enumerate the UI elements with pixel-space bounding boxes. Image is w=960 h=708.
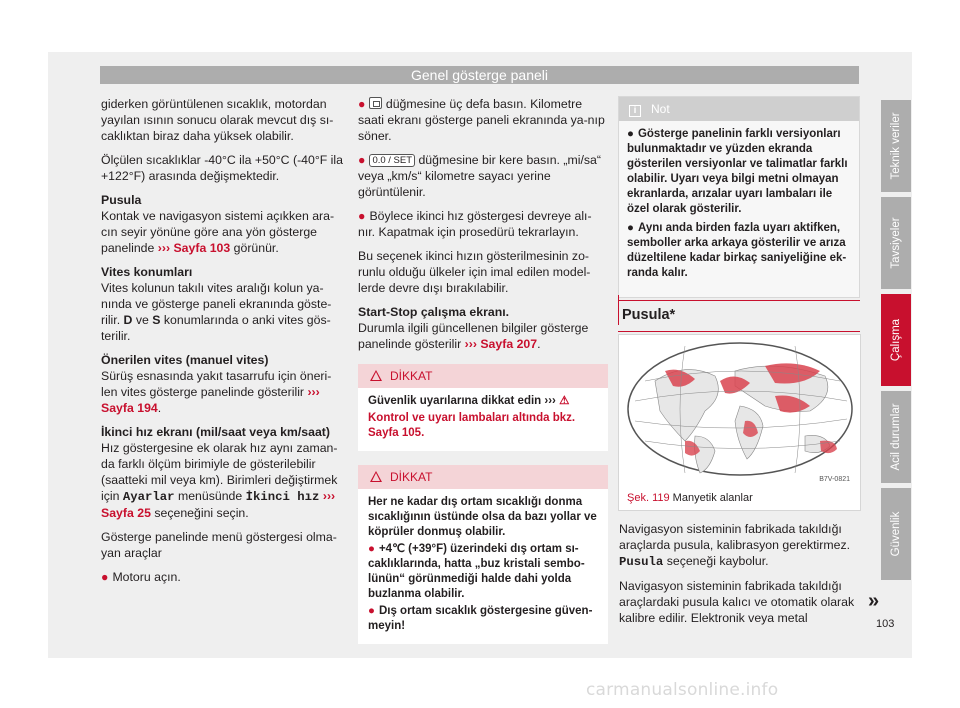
tab-guvenlik[interactable]: Güvenlik [881, 488, 911, 580]
paragraph: Bu seçenek ikinci hızın gösterilmesinin zo-runlu olduğu ülkeler için imal edilen model-lerde devre dışı bırakılabilir. [358, 249, 591, 295]
page-number: 103 [876, 618, 895, 630]
paragraph: Kontak ve navigasyon sistemi açıkken ara-cın seyir yönüne göre ana yön gösterge panelinde ››› Sayfa 103 görünür. [101, 209, 335, 255]
tab-tavsiyeler[interactable]: Tavsiyeler [881, 197, 911, 289]
paragraph: Gösterge panelinde menü göstergesi olma-yan araçlar [101, 530, 337, 560]
page-link[interactable]: ››› Sayfa 194 [101, 385, 320, 415]
tab-teknik-veriler[interactable]: Teknik veriler [881, 100, 911, 192]
list-item: ● Motoru açın. [101, 570, 181, 584]
watermark: carmanualsonline.info [586, 680, 779, 700]
column-3 [618, 96, 860, 298]
tab-acil-durumlar[interactable]: Acil durumlar [881, 391, 911, 483]
warning-triangle-icon [370, 471, 382, 482]
page-link[interactable]: ››› Sayfa 207 [464, 337, 538, 351]
subheading-vites: Vites konumları [101, 265, 193, 279]
paragraph: Vites kolunun takılı vites aralığı kolun ya-nında ve gösterge paneli ekranında göste-rilir. D ve S konumlarında o anki vites gös-terilir. [101, 281, 332, 343]
paragraph: Navigasyon sisteminin fabrikada takıldığı araçlardaki pusula kalıcı ve otomatik olarak kalibre edilir. Elektronik veya metal [619, 579, 855, 625]
column-2 [358, 96, 608, 654]
page-header: Genel gösterge paneli [100, 66, 859, 84]
column-1 [101, 96, 346, 593]
paragraph: Durumla ilgili güncellenen bilgiler gösterge panelinde gösterilir ››› Sayfa 207. [358, 321, 589, 351]
continue-mark: » [868, 590, 880, 612]
note-header: i Not [619, 97, 859, 121]
list-item: ● düğmesine üç defa basın. Kilometre saati ekranı gösterge paneli ekranında ya-nıp söner. [358, 97, 605, 143]
tab-calisma[interactable]: Çalışma [881, 294, 911, 386]
column-3-text [619, 521, 861, 634]
warning-box: DİKKAT Güvenlik uyarılarına dikkat edin ››› ⚠ Kontrol ve uyarı lambaları altında bkz. Sayfa 105. [358, 364, 608, 451]
subheading-startstop: Start-Stop çalışma ekranı. [358, 305, 510, 319]
paragraph: Navigasyon sisteminin fabrikada takıldığı araçlarda pusula, kalibrasyon gerektirmez. Pusula seçeneği kaybolur. [619, 522, 851, 569]
warning-header: DİKKAT [358, 465, 608, 489]
figure-code: B7V-0821 [819, 476, 850, 483]
figure-caption: Şek. 119 Manyetik alanlar [627, 492, 753, 504]
page-link[interactable]: Kontrol ve uyarı lambaları altında bkz. Sayfa 105. [368, 412, 576, 439]
list-item: ● Böylece ikinci hız göstergesi devreye alı-nır. Kapatmak için prosedürü tekrarlayın. [358, 209, 592, 239]
menu-button-icon [369, 97, 382, 109]
figure-magnetic-fields [618, 334, 861, 511]
note-box: i Not ● Gösterge panelinin farklı versiyonları bulunmaktadır ve yüzden ekranda gösterilen versiyonlar ve talimatlar farklı olabilir. Uyarı veya bilgi metni olmayan ekranlarda, arızalar uyarı lambaları ile özel olarak gösterilir. ● Aynı anda birden fazla uyarı aktifken, semboller arka arkaya gösterilir ve arıza düzeltilene kadar birkaç saniyeliğine ek-randa kalır. [618, 96, 860, 298]
page-link[interactable]: ››› Sayfa 103 [157, 241, 231, 255]
warning-box: DİKKAT Her ne kadar dış ortam sıcaklığı donma sıcaklığının üstünde olsa da bazı yollar ve köprüler donmuş olabilir. ● +4℃ (+39°F) üzerindeki dış ortam sı-caklıklarında, hatta „buz kristali sembo-lünün“ görünmediği halde dahi yolda buzlanma olabilir. ● Dış ortam sıcaklık göstergesine güven-meyin! [358, 465, 608, 644]
subheading-ikinci: İkinci hız ekranı (mil/saat veya km/saat) [101, 425, 330, 439]
info-icon: i [629, 105, 641, 117]
paragraph: Sürüş esnasında yakıt tasarrufu için öneri-len vites gösterge panelinde gösterilir ››› Sayfa 194. [101, 369, 332, 415]
warning-triangle-icon [370, 370, 382, 381]
warning-header: DİKKAT [358, 364, 608, 388]
paragraph: Hız göstergesine ek olarak hız aynı zaman-da farklı ölçüm birimiyle de gösterilebilir (saatteki mil veya km). Birimleri değiştirmek için Ayarlar menüsünde İkinci hız ››› Sayfa 25 seçeneğini seçin. [101, 441, 338, 520]
subheading-pusula: Pusula [101, 193, 142, 207]
subheading-oneri: Önerilen vites (manuel vites) [101, 353, 269, 367]
world-map-image [625, 341, 856, 481]
paragraph: giderken görüntülenen sıcaklık, motordan yayılan ısının sonucu olarak mevcut dış sı-caklıktan biraz daha yüksek olabilir. [101, 97, 334, 143]
list-item: ● 0.0 / SET düğmesine bir kere basın. „mi/sa“ veya „km/s“ kilometre sayacı yerine görüntülenir. [358, 153, 601, 199]
section-title: Pusula* [618, 300, 860, 332]
paragraph: Ölçülen sıcaklıklar -40°C ila +50°C (-40°F ila +122°F) arasında değişmektedir. [101, 153, 343, 183]
reset-button-key: 0.0 / SET [369, 154, 415, 167]
warning-triangle-icon: ⚠ [559, 395, 570, 407]
page-link[interactable]: ››› Sayfa 25 [101, 489, 336, 520]
